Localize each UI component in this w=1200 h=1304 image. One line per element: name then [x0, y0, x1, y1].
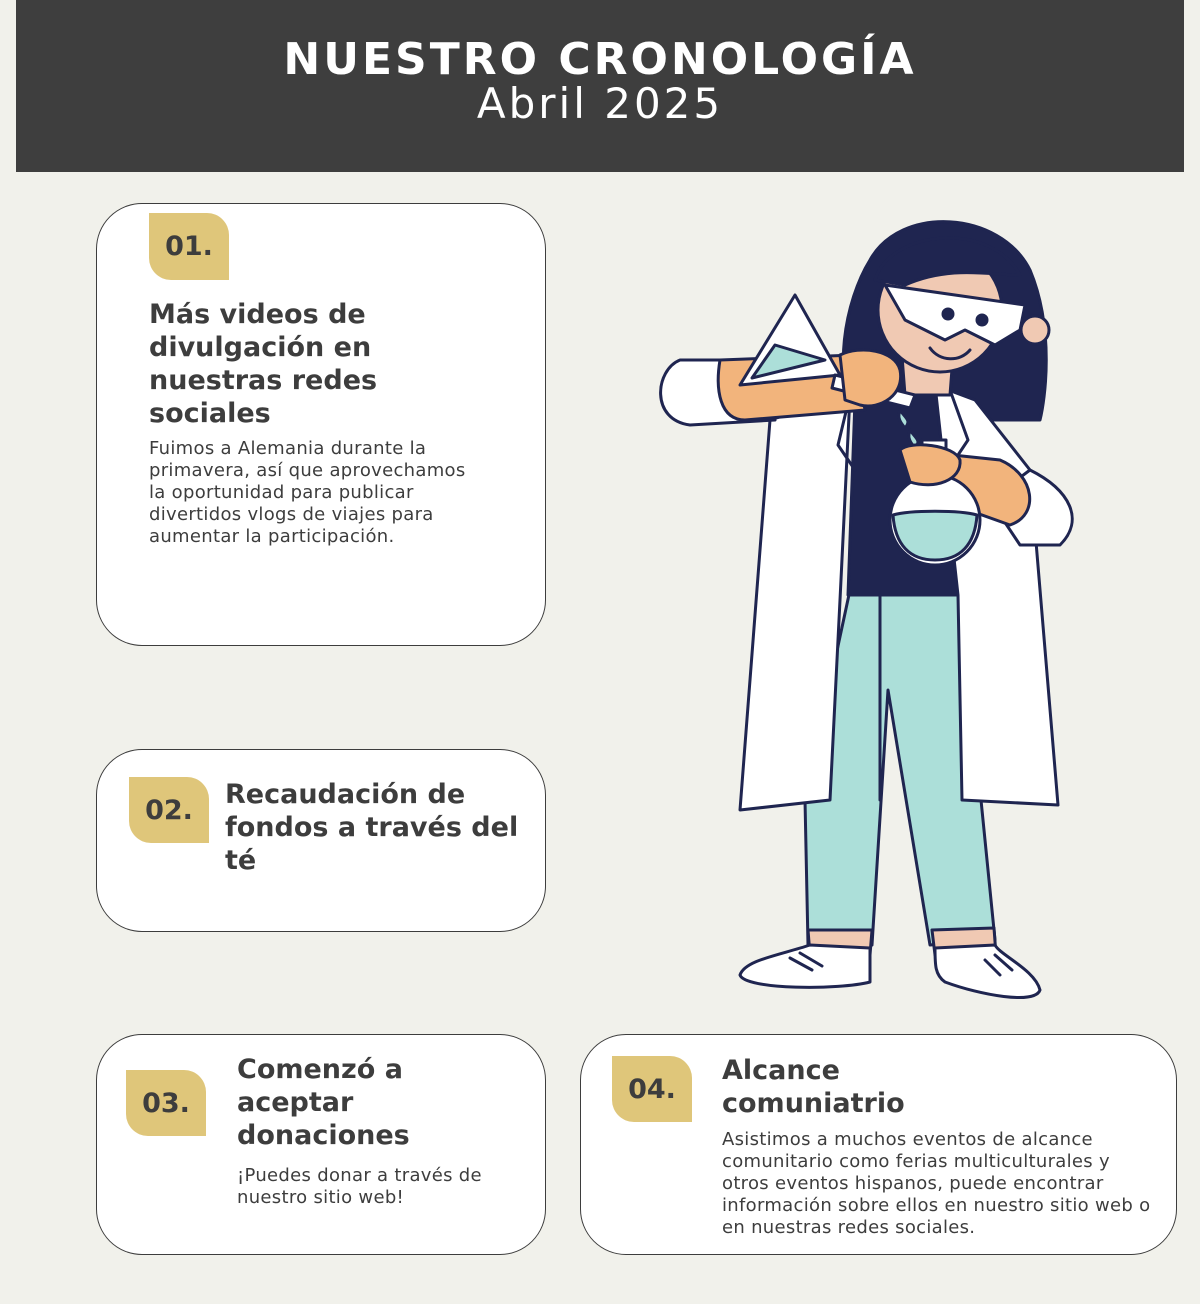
page-title: NUESTRO CRONOLOGÍA — [283, 34, 917, 85]
timeline-card-4 — [580, 1034, 1177, 1255]
card-title-4: Alcance comuniatrio — [722, 1055, 905, 1119]
step-badge-3: 03. — [126, 1070, 206, 1136]
step-badge-1: 01. — [149, 213, 229, 280]
page-subtitle: Abril 2025 — [476, 79, 724, 128]
card-title-2: Recaudación de fondos a través del té — [225, 779, 519, 876]
step-badge-4: 04. — [612, 1056, 692, 1122]
timeline-card-2 — [96, 749, 546, 932]
card-text-1: Fuimos a Alemania durante la primavera, así que aprovechamos la oportunidad para publicar divertidos vlogs de viajes para aumentar la participación. — [149, 438, 466, 547]
card-title-3: Comenzó a aceptar donaciones — [237, 1054, 410, 1151]
header-banner — [16, 0, 1184, 172]
card-text-3: ¡Puedes donar a través de nuestro sitio web! — [237, 1165, 482, 1208]
scientist-illustration — [640, 200, 1100, 1024]
card-text-4: Asistimos a muchos eventos de alcance comunitario como ferias multiculturales y otros eventos hispanos, puede encontrar información sobre ellos en nuestro sitio web o en nuestras redes sociales. — [722, 1129, 1151, 1238]
timeline-card-1 — [96, 203, 546, 646]
step-badge-2: 02. — [129, 777, 209, 843]
timeline-card-3 — [96, 1034, 546, 1255]
card-title-1: Más videos de divulgación en nuestras redes sociales — [149, 299, 378, 429]
